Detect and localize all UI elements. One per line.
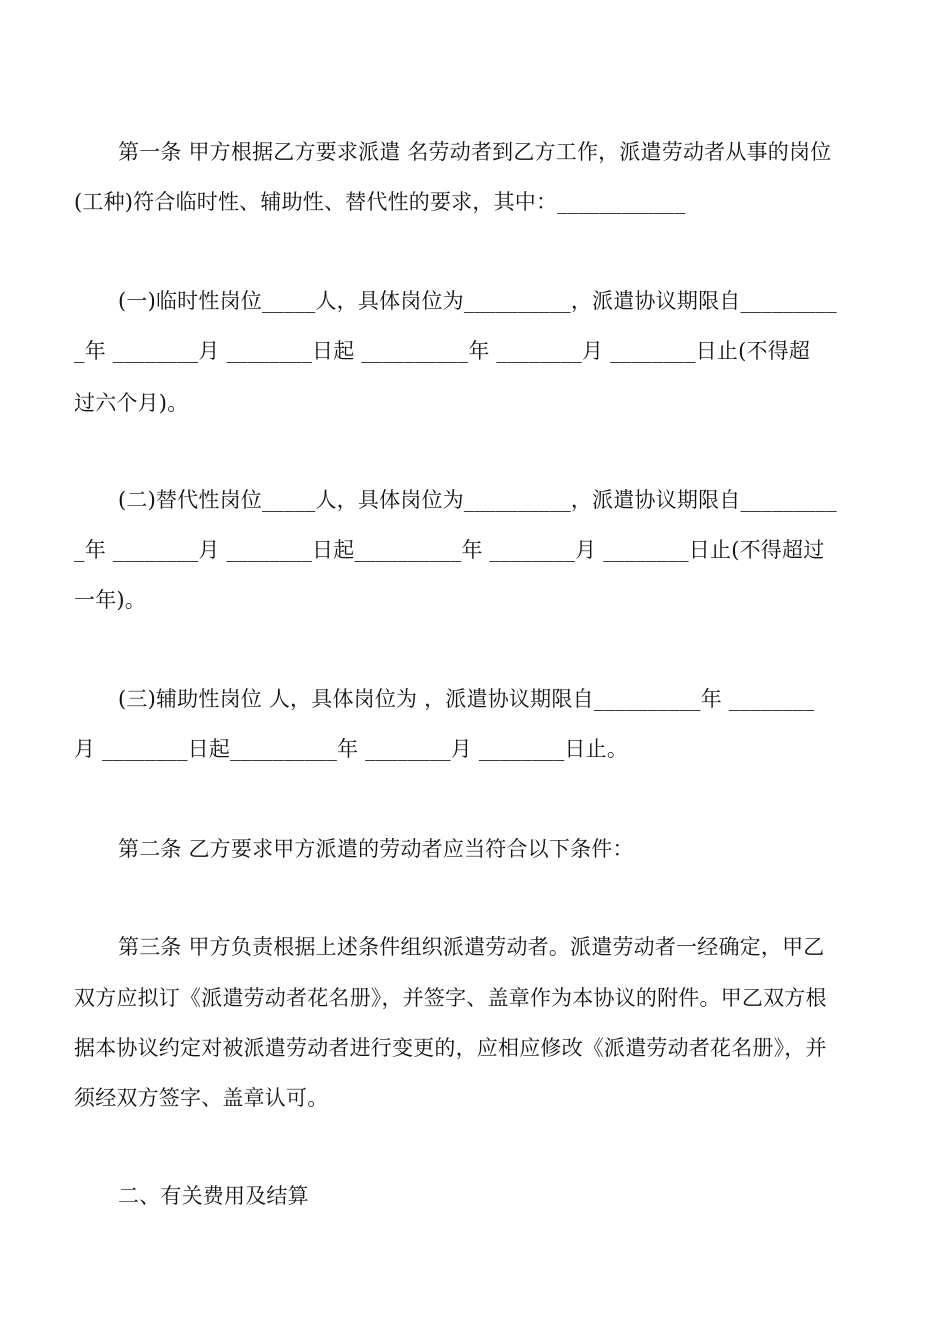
- item-1-line-1: (一)临时性岗位_____人，具体岗位为__________，派遣协议期限自_________: [118, 289, 837, 313]
- item-2-line-2: _年 ________月 ________日起__________年 ________月 ________日止(不得超过: [74, 538, 825, 562]
- article-1-line-2: (工种)符合临时性、辅助性、替代性的要求，其中：____________: [74, 190, 686, 214]
- item-1-line-3: 过六个月)。: [74, 391, 189, 415]
- article-3-line-3: 据本协议约定对被派遣劳动者进行变更的，应相应修改《派遣劳动者花名册》，并: [74, 1036, 827, 1060]
- item-2-line-1: (二)替代性岗位_____人，具体岗位为__________，派遣协议期限自_________: [118, 488, 837, 512]
- article-3-line-4: 须经双方签字、盖章认可。: [74, 1086, 329, 1110]
- item-3-line-1: (三)辅助性岗位 人，具体岗位为 ，派遣协议期限自__________年 ________: [118, 687, 815, 711]
- article-2-line-1: 第二条 乙方要求甲方派遣的劳动者应当符合以下条件：: [118, 837, 634, 861]
- article-3-line-1: 第三条 甲方负责根据上述条件组织派遣劳动者。派遣劳动者一经确定，甲乙: [118, 935, 825, 959]
- item-2-line-3: 一年)。: [74, 588, 146, 612]
- article-3-line-2: 双方应拟订《派遣劳动者花名册》，并签字、盖章作为本协议的附件。甲乙双方根: [74, 986, 827, 1010]
- item-1-line-2: _年 ________月 ________日起 __________年 ________月 ________日止(不得超: [74, 339, 811, 363]
- article-1-line-1: 第一条 甲方根据乙方要求派遣 名劳动者到乙方工作，派遣劳动者从事的岗位: [118, 140, 832, 164]
- item-3-line-2: 月 ________日起__________年 ________月 ________日止。: [74, 737, 629, 761]
- section-2-heading: 二、有关费用及结算: [118, 1184, 309, 1208]
